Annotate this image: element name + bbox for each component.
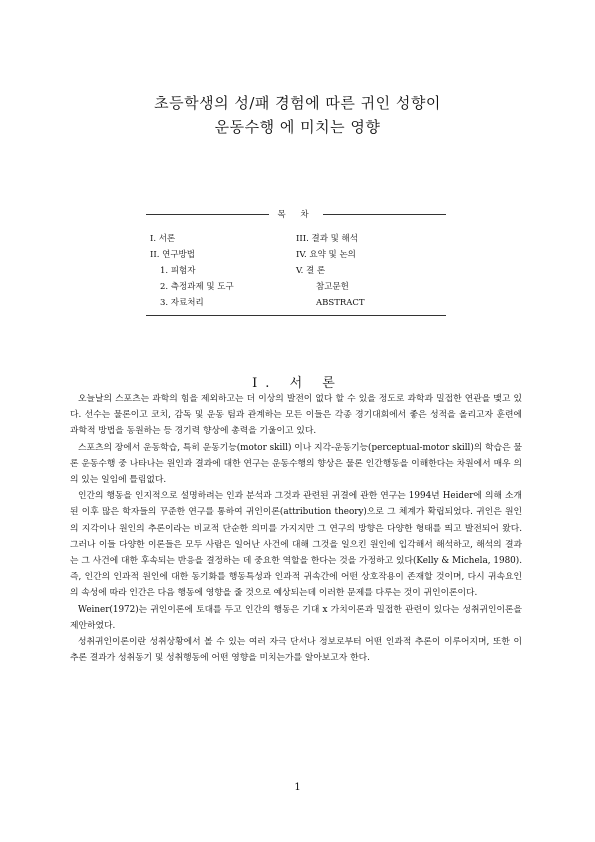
paragraph: 인간의 행동을 인지적으로 설명하려는 인과 분석과 그것과 관련된 귀결에 관한 연구는 1994년 Heider에 의해 소개된 이후 많은 학자들의 꾸준한 연구를 통하여 귀인이론(attribution theory)으로 그 체계가 확립되었다. 귀인은 원인의 지각이나 원인의 추론이라는 비교적 단순한 의미를 가지지만 그 연구의 방향은 다양한 형태를 띄고 발전되어 왔다. 그러나 이들 다양한 이론들은 모두 사람은 일어난 사건에 대해 그것을 일으킨 원인에 입각해서 해석하고, 해석의 결과는 그 사건에 대한 후속되는 반응을 결정하는 데 중요한 역할을 한다는 것을 가정하고 있다(Kelly & Michela, 1980). 즉, 인간의 인과적 원인에 대한 동기화를 행동특성과 인과적 귀속간에 어떤 상호작용이 존재할 것이며, 다시 귀속요인의 속성에 따라 인간은 다음 행동에 영향을 줄 것으로 예상되는데 이러한 문제를 다루는 것이 귀인이론이다. bbox=[70, 491, 522, 599]
toc-item: 3. 자료처리 bbox=[160, 298, 204, 308]
paragraph: 스포츠의 장에서 운동학습, 특히 운동기능(motor skill) 이나 지각-운동기능(perceptual-motor skill)의 학습은 물론 운동수행 중 나타나는 원인과 결과에 대한 연구는 운동수행의 향상은 물론 인간행동을 이해한다는 차원에서 매우 의의 있는 일임에 틀림없다. bbox=[70, 442, 522, 486]
toc-left-column bbox=[150, 231, 234, 311]
paragraph: 오늘날의 스포츠는 과학의 힘을 제외하고는 더 이상의 발전이 없다 할 수 있을 정도로 과학과 밀접한 연관을 맺고 있다. 선수는 물론이고 코치, 감독 및 운동 팀과 관계하는 모든 이들은 각종 경기대회에서 좋은 성적을 올리고자 훈련에 과학적 방법을 동원하는 등 경기력 향상에 총력을 기울이고 있다. bbox=[70, 394, 522, 437]
toc-item: I. 서론 bbox=[150, 234, 176, 244]
toc-item: V. 결 론 bbox=[296, 266, 326, 276]
toc-item: 2. 측정과제 및 도구 bbox=[160, 282, 234, 292]
toc-item: IV. 요약 및 논의 bbox=[296, 250, 356, 260]
section-title: I. 서 론 bbox=[252, 376, 343, 391]
section-body bbox=[70, 391, 522, 666]
toc-item: II. 연구방법 bbox=[150, 250, 195, 260]
paper-title-line-2: 운동수행 에 미치는 영향 bbox=[214, 118, 381, 136]
toc-item: 1. 피험자 bbox=[160, 266, 196, 276]
paragraph: Weiner(1972)는 귀인이론에 토대를 두고 인간의 행동은 기대 x 가치이론과 밀접한 관련이 있다는 성취귀인이론을 제안하였다. bbox=[70, 604, 522, 631]
page-number: 1 bbox=[294, 782, 301, 793]
toc-right-column bbox=[296, 231, 365, 311]
table-of-contents bbox=[146, 210, 446, 316]
paragraph: 성취귀인이론이란 성취상황에서 볼 수 있는 여러 자극 단서나 정보로부터 어떤 인과적 추론이 이루어지며, 또한 이 추론 결과가 성취동기 및 성취행동에 어떤 영향을 미치는가를 알아보고자 한다. bbox=[70, 637, 522, 664]
toc-item: 참고문헌 bbox=[316, 282, 349, 292]
toc-heading: 목 차 bbox=[269, 210, 322, 220]
toc-item: ABSTRACT bbox=[316, 298, 365, 308]
toc-item: III. 결과 및 해석 bbox=[296, 234, 358, 244]
paper-title-line-1: 초등학생의 성/패 경험에 따른 귀인 성향이 bbox=[154, 94, 441, 112]
